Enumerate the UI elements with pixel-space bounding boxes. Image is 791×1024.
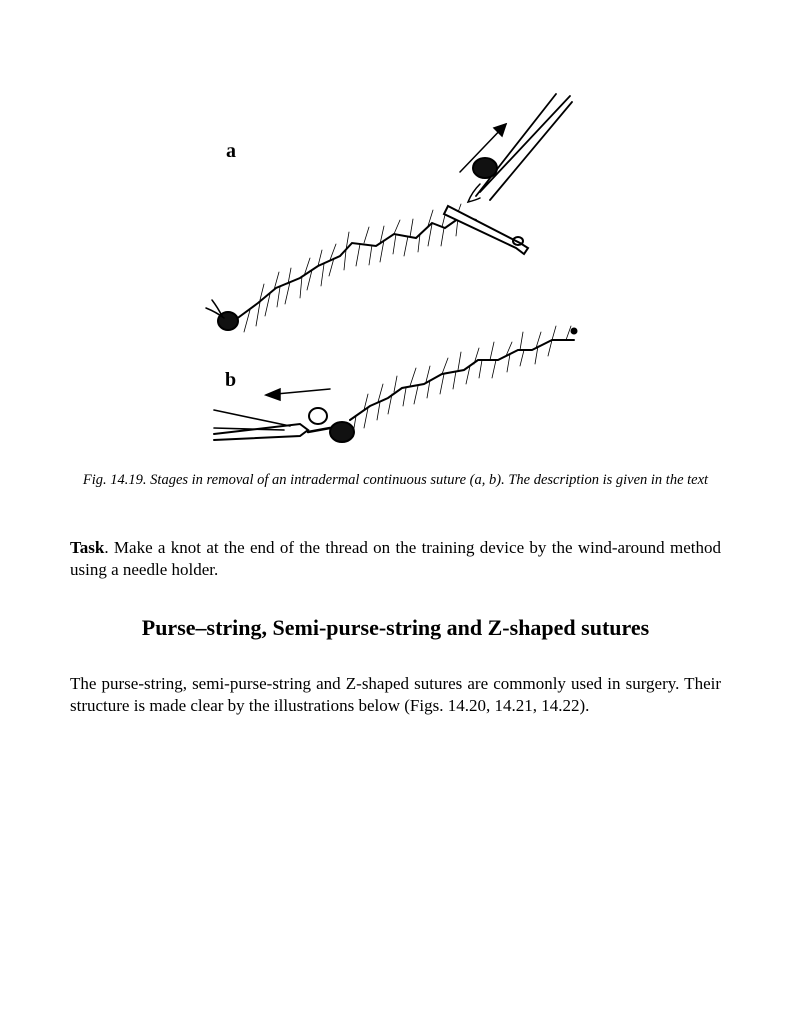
panel-label-b: b	[225, 369, 237, 391]
wound-line-a	[235, 216, 476, 320]
section-heading: Purse–string, Semi-purse-string and Z-shaped sutures	[141, 615, 650, 640]
panel-label-a: a	[226, 140, 236, 162]
task-paragraph	[70, 537, 721, 581]
task-text: . Make a knot at the end of the thread on the training device by the wind-around method using a needle holder.	[70, 538, 721, 579]
task-label: Task	[70, 538, 105, 557]
suture-hole-b	[571, 328, 577, 334]
suture-illustration	[180, 88, 620, 460]
arrow-b	[266, 389, 330, 400]
forceps-a	[444, 94, 572, 254]
section-paragraph: The purse-string, semi-purse-string and Z-shaped sutures are commonly used in surgery. Their structure is made clear by the illustrations below (Figs. 14.20, 14.21, 14.22).	[70, 674, 721, 715]
wound-line-b	[350, 340, 574, 420]
suture-removal-figure	[180, 88, 620, 460]
skin-hatching-b	[353, 326, 571, 434]
figure-caption: Fig. 14.19. Stages in removal of an intradermal continuous suture (a, b). The description is given in the text	[82, 472, 709, 488]
thread-bead-a	[206, 300, 238, 330]
forceps-b	[214, 408, 354, 442]
skin-hatching-a	[244, 204, 461, 332]
